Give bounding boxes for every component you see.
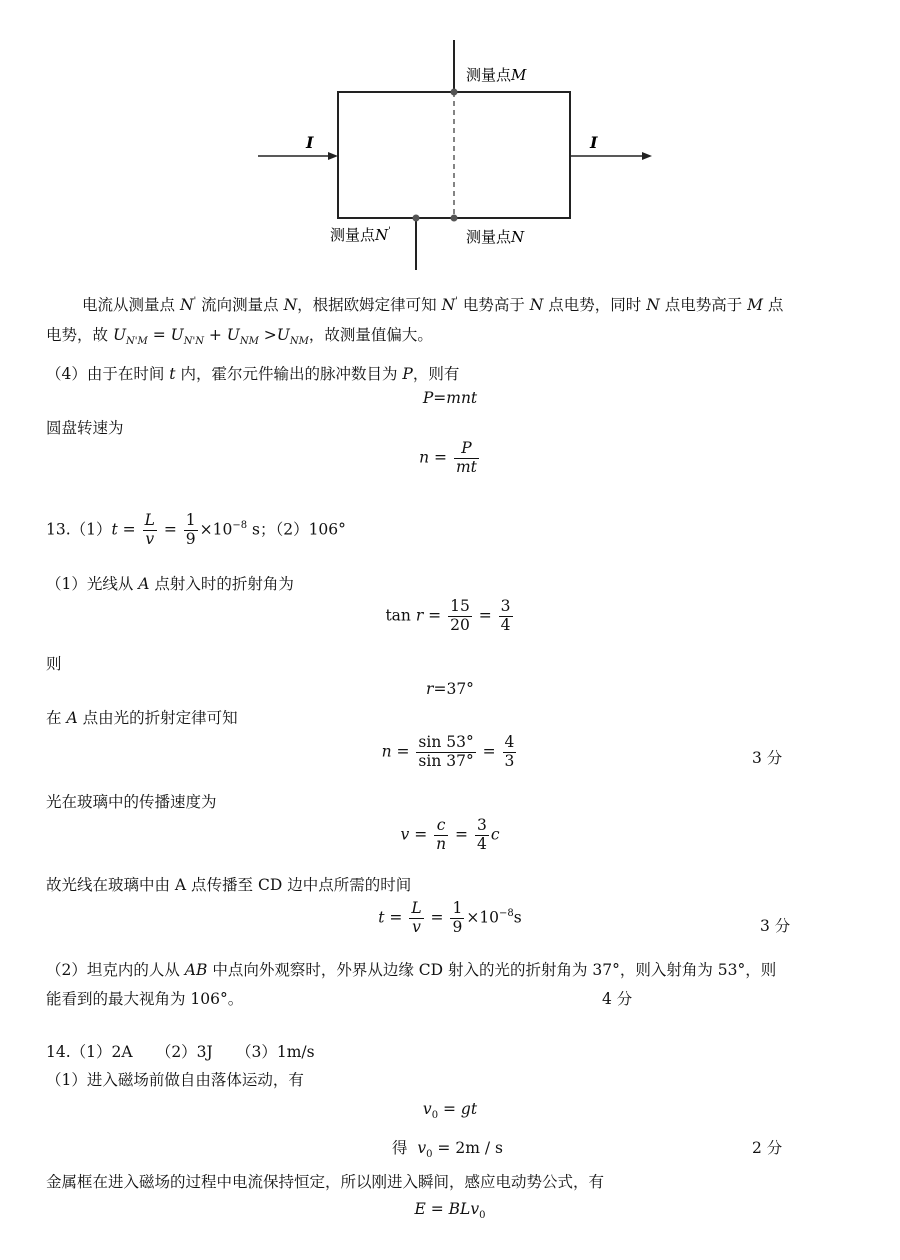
q4-statement: （4）由于在时间 t 内，霍尔元件输出的脉冲数目为 P，则有 [46,365,460,383]
q14-s2: 金属框在进入磁场的过程中电流保持恒定，所以刚进入瞬间，感应电动势公式，有 [46,1173,605,1191]
q13-score-1: 3 分 [752,749,783,767]
q13-eq3: n = $\frac{\sin 53^\circ}{\sin 37^\circ}$ = $\frac{4}{3}$ [381,733,515,770]
q4-eq1: P=mnt [422,389,478,407]
q14-eq1: $v_0$ = gt [422,1100,478,1122]
q14-eq2: 得 $v_0 = 2m / s$ [392,1139,503,1161]
q13-part2-line2: 能看到的最大视角为 106°。 [46,990,244,1008]
explanation-line-2: 电势，故 $U_{N'M} = U_{N'N} + U_{NM} >U_{NM}$，故测量值偏大。 [46,326,433,348]
q14-eq3: E = BLv$_0$ [414,1200,486,1222]
q13-eq5: t = $\frac{L}{v}$ = $\frac{1}{9}$ $\times 10^{-8}s$ [378,899,522,936]
q13-eq2: r=37° [426,680,474,698]
point-n-prime [413,215,420,222]
label-point-n-prime: 测量点N' [330,226,391,244]
q13-s5: 故光线在玻璃中由 A 点传播至 CD 边中点所需的时间 [46,876,412,894]
point-m [451,89,458,96]
q13-s4: 光在玻璃中的传播速度为 [46,793,217,811]
q13-s1: （1）光线从 A 点射入时的折射角为 [46,575,294,593]
q13-header: 13.（1）t = $\frac{L}{v}$ = $\frac{1}{9}$ $\times 10^{-8}$ s；（2）106° [46,511,346,548]
q13-eq1: tan r = $\frac{15}{20}$ = $\frac{3}{4}$ [385,597,511,634]
label-point-m: 测量点M [466,66,527,84]
q13-s3: 在 A 点由光的折射定律可知 [46,709,238,727]
current-out-label: I [590,133,598,152]
q13-eq4: v = $\frac{c}{n}$ = $\frac{3}{4}$ c [400,816,500,853]
current-in-label: I [306,133,314,152]
point-n [451,215,458,222]
q14-score-1: 2 分 [752,1139,783,1157]
q13-part2-line1: （2）坦克内的人从 AB 中点向外观察时，外界从边缘 CD 射入的光的折射角为 37°，则入射角为 53°，则 [46,961,777,979]
explanation-line-1: 电流从测量点 N' 流向测量点 N，根据欧姆定律可知 N' 电势高于 N 点电势，同时 N 点电势高于 M 点 [82,295,784,314]
q14-header: 14.（1）2A （2）3J （3）1m/s [46,1043,315,1061]
hall-element-diagram [0,0,900,280]
current-out-arrowhead [642,152,652,160]
q13-score-3: 4 分 [602,990,633,1008]
label-point-n: 测量点N [466,228,525,246]
q4-eq2: n = $\frac{P}{mt}$ [419,439,477,476]
q4-text2: 圆盘转速为 [46,419,124,437]
current-in-arrowhead [328,152,338,160]
q13-s2: 则 [46,655,62,673]
q14-s1: （1）进入磁场前做自由落体运动，有 [46,1071,304,1089]
q13-score-2: 3 分 [760,917,791,935]
